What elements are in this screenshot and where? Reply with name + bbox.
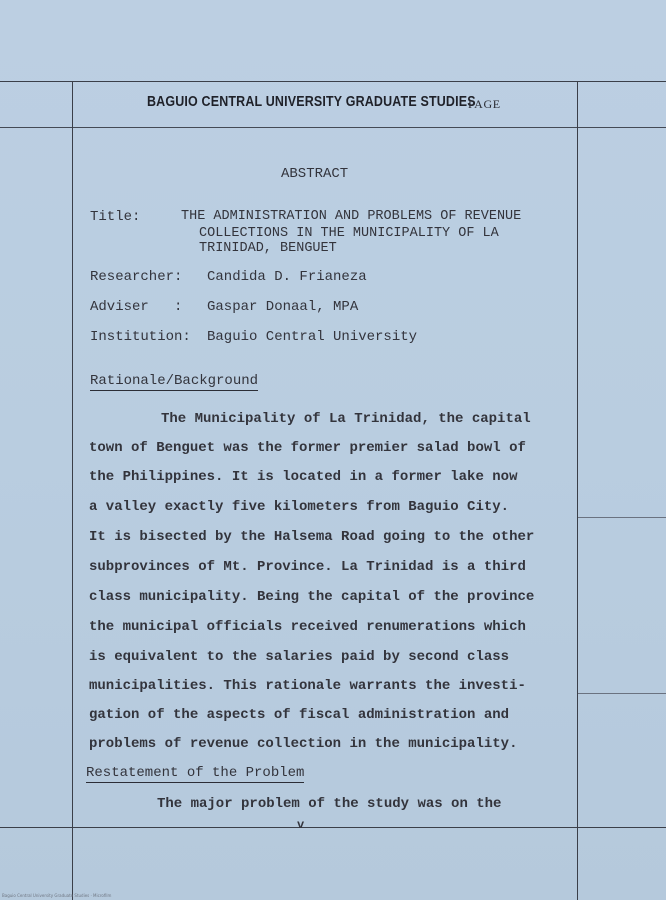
adviser-label: Adviser : bbox=[90, 299, 183, 315]
right-margin-mark bbox=[578, 693, 666, 694]
header-divider-line bbox=[0, 127, 666, 128]
paragraph-line: The major problem of the study was on the bbox=[157, 796, 502, 812]
abstract-heading: ABSTRACT bbox=[281, 166, 349, 182]
restatement-heading bbox=[86, 765, 304, 781]
thesis-title-line: TRINIDAD, BENGUET bbox=[199, 241, 337, 256]
paragraph-line: It is bisected by the Halsema Road going to the other bbox=[89, 529, 535, 545]
page-label: PAGE bbox=[468, 97, 501, 111]
researcher-name: Candida D. Frianeza bbox=[207, 269, 367, 285]
left-margin-line bbox=[72, 81, 73, 900]
rationale-heading bbox=[90, 373, 258, 389]
researcher-label: Researcher: bbox=[90, 269, 183, 285]
paragraph-line: The Municipality of La Trinidad, the capital bbox=[161, 411, 531, 427]
paragraph-line: municipalities. This rationale warrants the investi- bbox=[89, 678, 526, 694]
page-number: v bbox=[297, 818, 305, 832]
right-margin-mark bbox=[578, 517, 666, 518]
paragraph-line: the Philippines. It is located in a former lake now bbox=[89, 469, 518, 485]
title-label: Title: bbox=[90, 209, 141, 225]
paragraph-line: town of Benguet was the former premier salad bowl of bbox=[89, 440, 526, 456]
university-header-title: BAGUIO CENTRAL UNIVERSITY GRADUATE STUDIES bbox=[147, 94, 476, 110]
paragraph-line: gation of the aspects of fiscal administration and bbox=[89, 707, 510, 723]
institution-name: Baguio Central University bbox=[207, 329, 418, 345]
rationale-heading-text: Rationale/Background bbox=[90, 373, 259, 389]
paragraph-line: class municipality. Being the capital of the province bbox=[89, 589, 535, 605]
thesis-title-line: THE ADMINISTRATION AND PROBLEMS OF REVENUE bbox=[181, 209, 522, 224]
adviser-name: Gaspar Donaal, MPA bbox=[207, 299, 359, 315]
institution-label: Institution: bbox=[90, 329, 191, 345]
microfilm-stamp: Baguio Central University Graduate Studies · Microfilm bbox=[2, 893, 112, 898]
top-border-line bbox=[0, 81, 666, 82]
paragraph-line: a valley exactly five kilometers from Baguio City. bbox=[89, 499, 510, 515]
paragraph-line: problems of revenue collection in the municipality. bbox=[89, 736, 518, 752]
right-margin-line bbox=[577, 81, 578, 900]
paragraph-line: is equivalent to the salaries paid by second class bbox=[89, 649, 510, 665]
thesis-title-line: COLLECTIONS IN THE MUNICIPALITY OF LA bbox=[199, 226, 499, 241]
bottom-border-line bbox=[0, 827, 666, 828]
paragraph-line: the municipal officials received renumerations which bbox=[89, 619, 526, 635]
restatement-heading-text: Restatement of the Problem bbox=[86, 765, 305, 781]
paragraph-line: subprovinces of Mt. Province. La Trinidad is a third bbox=[89, 559, 526, 575]
